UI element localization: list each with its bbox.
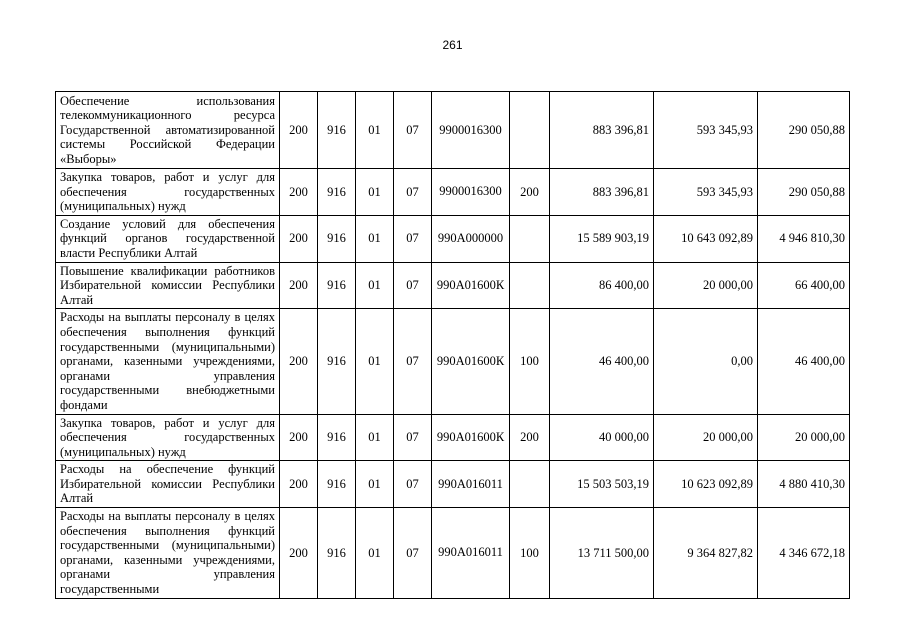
section-code: 01 xyxy=(356,414,394,461)
expense-name: Повышение квалификации работников Избирательной комиссии Республики Алтай xyxy=(56,262,280,309)
section-code: 01 xyxy=(356,461,394,508)
sum-second: 20 000,00 xyxy=(654,262,758,309)
expense-type-code: 100 xyxy=(510,309,550,414)
grbs-code: 916 xyxy=(318,92,356,169)
expense-type-code xyxy=(510,92,550,169)
table-row xyxy=(56,169,850,216)
target-article-code: 990А01600К xyxy=(432,309,510,414)
admin-code: 200 xyxy=(280,262,318,309)
expense-type-code: 200 xyxy=(510,414,550,461)
admin-code: 200 xyxy=(280,169,318,216)
target-article-code: 990А016011 xyxy=(432,461,510,508)
table-row xyxy=(56,309,850,414)
section-code: 01 xyxy=(356,262,394,309)
section-code: 01 xyxy=(356,92,394,169)
target-article-code: 9900016300 xyxy=(432,92,510,169)
subsection-code: 07 xyxy=(394,92,432,169)
section-code: 01 xyxy=(356,508,394,599)
sum-second: 20 000,00 xyxy=(654,414,758,461)
target-article-code: 990А000000 xyxy=(432,215,510,262)
expense-name: Расходы на выплаты персоналу в целях обеспечения выполнения функций государственными (муниципальными) органами, казенными учреждениями, органами управления государственными xyxy=(56,508,280,599)
subsection-code: 07 xyxy=(394,215,432,262)
target-article-code: 9900016300 xyxy=(432,169,510,216)
sum-third: 66 400,00 xyxy=(758,262,850,309)
admin-code: 200 xyxy=(280,461,318,508)
expense-name: Закупка товаров, работ и услуг для обеспечения государственных (муниципальных) нужд xyxy=(56,414,280,461)
subsection-code: 07 xyxy=(394,414,432,461)
subsection-code: 07 xyxy=(394,508,432,599)
admin-code: 200 xyxy=(280,215,318,262)
section-code: 01 xyxy=(356,309,394,414)
grbs-code: 916 xyxy=(318,461,356,508)
expense-name: Обеспечение использования телекоммуникационного ресурса Государственной автоматизированной системы Российской Федерации «Выборы» xyxy=(56,92,280,169)
table-row xyxy=(56,414,850,461)
grbs-code: 916 xyxy=(318,262,356,309)
admin-code: 200 xyxy=(280,309,318,414)
sum-second: 593 345,93 xyxy=(654,92,758,169)
sum-second: 9 364 827,82 xyxy=(654,508,758,599)
sum-third: 290 050,88 xyxy=(758,92,850,169)
sum-third: 290 050,88 xyxy=(758,169,850,216)
sum-total: 883 396,81 xyxy=(550,92,654,169)
sum-total: 40 000,00 xyxy=(550,414,654,461)
sum-total: 13 711 500,00 xyxy=(550,508,654,599)
subsection-code: 07 xyxy=(394,309,432,414)
expense-type-code xyxy=(510,262,550,309)
table-row xyxy=(56,92,850,169)
sum-third: 20 000,00 xyxy=(758,414,850,461)
subsection-code: 07 xyxy=(394,262,432,309)
sum-total: 15 503 503,19 xyxy=(550,461,654,508)
grbs-code: 916 xyxy=(318,508,356,599)
admin-code: 200 xyxy=(280,508,318,599)
sum-third: 4 880 410,30 xyxy=(758,461,850,508)
grbs-code: 916 xyxy=(318,215,356,262)
budget-table xyxy=(55,91,850,599)
grbs-code: 916 xyxy=(318,414,356,461)
sum-second: 593 345,93 xyxy=(654,169,758,216)
admin-code: 200 xyxy=(280,414,318,461)
expense-name: Расходы на обеспечение функций Избирательной комиссии Республики Алтай xyxy=(56,461,280,508)
expense-name: Закупка товаров, работ и услуг для обеспечения государственных (муниципальных) нужд xyxy=(56,169,280,216)
sum-total: 46 400,00 xyxy=(550,309,654,414)
subsection-code: 07 xyxy=(394,461,432,508)
subsection-code: 07 xyxy=(394,169,432,216)
sum-second: 10 643 092,89 xyxy=(654,215,758,262)
table-row xyxy=(56,508,850,599)
table-row xyxy=(56,461,850,508)
sum-third: 4 946 810,30 xyxy=(758,215,850,262)
target-article-code: 990А016011 xyxy=(432,508,510,599)
expense-type-code: 100 xyxy=(510,508,550,599)
grbs-code: 916 xyxy=(318,169,356,216)
sum-total: 15 589 903,19 xyxy=(550,215,654,262)
admin-code: 200 xyxy=(280,92,318,169)
section-code: 01 xyxy=(356,169,394,216)
sum-third: 4 346 672,18 xyxy=(758,508,850,599)
target-article-code: 990А01600К xyxy=(432,414,510,461)
table-row xyxy=(56,215,850,262)
target-article-code: 990А01600К xyxy=(432,262,510,309)
page-number: 261 xyxy=(442,38,463,52)
sum-second: 10 623 092,89 xyxy=(654,461,758,508)
expense-type-code: 200 xyxy=(510,169,550,216)
expense-type-code xyxy=(510,461,550,508)
grbs-code: 916 xyxy=(318,309,356,414)
section-code: 01 xyxy=(356,215,394,262)
sum-third: 46 400,00 xyxy=(758,309,850,414)
sum-total: 86 400,00 xyxy=(550,262,654,309)
expense-type-code xyxy=(510,215,550,262)
expense-name: Расходы на выплаты персоналу в целях обеспечения выполнения функций государственными (муниципальными) органами, казенными учреждениями, органами управления государственными внебюджетными фондами xyxy=(56,309,280,414)
expense-name: Создание условий для обеспечения функций органов государственной власти Республики Алтай xyxy=(56,215,280,262)
sum-total: 883 396,81 xyxy=(550,169,654,216)
sum-second: 0,00 xyxy=(654,309,758,414)
table-row xyxy=(56,262,850,309)
